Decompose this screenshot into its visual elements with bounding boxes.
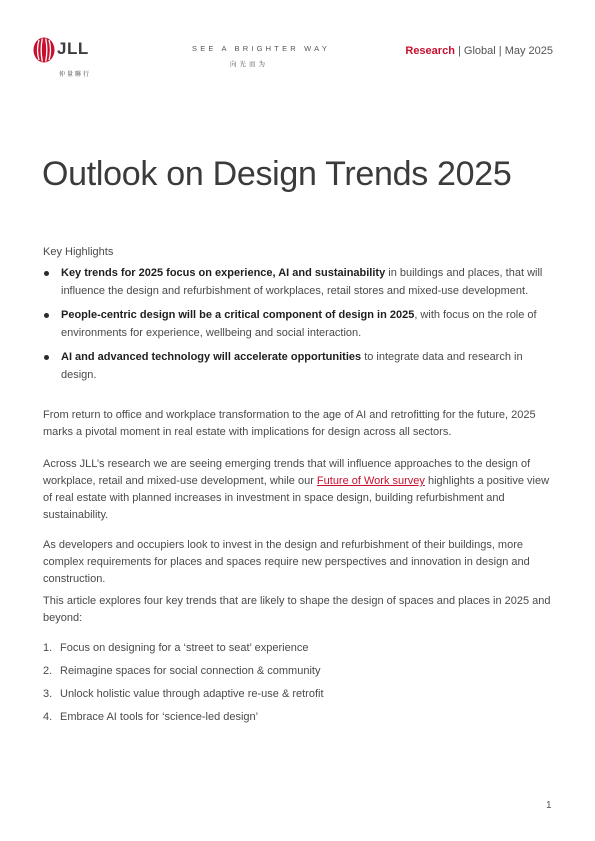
logo-text: JLL	[57, 39, 89, 58]
trend-item	[43, 708, 324, 731]
highlight-item	[43, 264, 543, 300]
trend-text: Reimagine spaces for social connection & community	[60, 665, 321, 677]
trend-text: Embrace AI tools for ‘science-led design’	[60, 711, 259, 723]
page-title: Outlook on Design Trends 2025	[42, 155, 512, 193]
section-label: Research	[405, 45, 455, 57]
trend-item	[43, 639, 324, 662]
highlights-heading: Key Highlights	[43, 246, 114, 258]
highlight-text: in buildings and places, that will influence the design and refurbishment of workplaces, retail stores and mixed-use development.	[61, 267, 543, 297]
paragraph-text: highlights a positive view of real estate with planned increases in investment in space design, building refurbishment and sustainability.	[43, 475, 550, 521]
investment-paragraph: As developers and occupiers look to invest in the design and refurbishment of their buildings, more complex requirements for places and spaces require new perspectives and innovation in design and construction.	[43, 539, 530, 585]
trend-item	[43, 685, 324, 708]
jll-logo-mark-icon	[33, 37, 55, 63]
jll-logo[interactable]	[33, 37, 108, 77]
trend-item	[43, 662, 324, 685]
separator: |	[495, 45, 505, 57]
future-of-work-survey-link[interactable]: Future of Work survey	[316, 475, 425, 487]
trend-number: 3.	[43, 688, 53, 700]
trend-number: 4.	[43, 711, 53, 723]
tagline-chinese: 向光而为	[230, 61, 268, 68]
tagline: SEE A BRIGHTER WAY	[192, 44, 331, 53]
highlights-list	[43, 264, 543, 390]
page-number: 1	[546, 800, 552, 811]
research-paragraph	[43, 456, 553, 524]
highlight-bold-text: AI and advanced technology will accelerate opportunities	[61, 351, 362, 363]
trends-list	[43, 639, 324, 731]
highlight-bold-text: Key trends for 2025 focus on experience, AI and sustainability	[61, 267, 386, 279]
region-label: Global	[463, 45, 496, 57]
trend-number: 1.	[43, 642, 53, 654]
logo-chinese-text: 仲量聯行	[59, 72, 92, 78]
article-intro-paragraph: This article explores four key trends that are likely to shape the design of spaces and places in 2025 and beyond:	[43, 595, 551, 624]
highlight-item	[43, 348, 543, 384]
highlight-text: , with focus on the role of environments for experience, wellbeing and social interaction.	[61, 309, 537, 339]
trend-text: Unlock holistic value through adaptive re-use & retrofit	[60, 688, 324, 700]
trend-text: Focus on designing for a ‘street to seat’ experience	[60, 642, 309, 654]
highlight-bold-text: People-centric design will be a critical component of design in 2025	[61, 309, 415, 321]
trend-number: 2.	[43, 665, 53, 677]
highlight-item	[43, 306, 543, 342]
date-label: May 2025	[504, 45, 553, 57]
paragraph-text: Across JLL’s research we are seeing emerging trends that will influence approaches to the design of workplace, retail and mixed-use development, while our	[43, 458, 531, 487]
separator: |	[454, 45, 464, 57]
highlight-text: to integrate data and research in design.	[61, 351, 523, 381]
intro-paragraph: From return to office and workplace transformation to the age of AI and retrofitting for the future, 2025 marks a pivotal moment in real estate with implications for design across all sectors.	[43, 409, 536, 438]
report-meta	[405, 45, 553, 57]
